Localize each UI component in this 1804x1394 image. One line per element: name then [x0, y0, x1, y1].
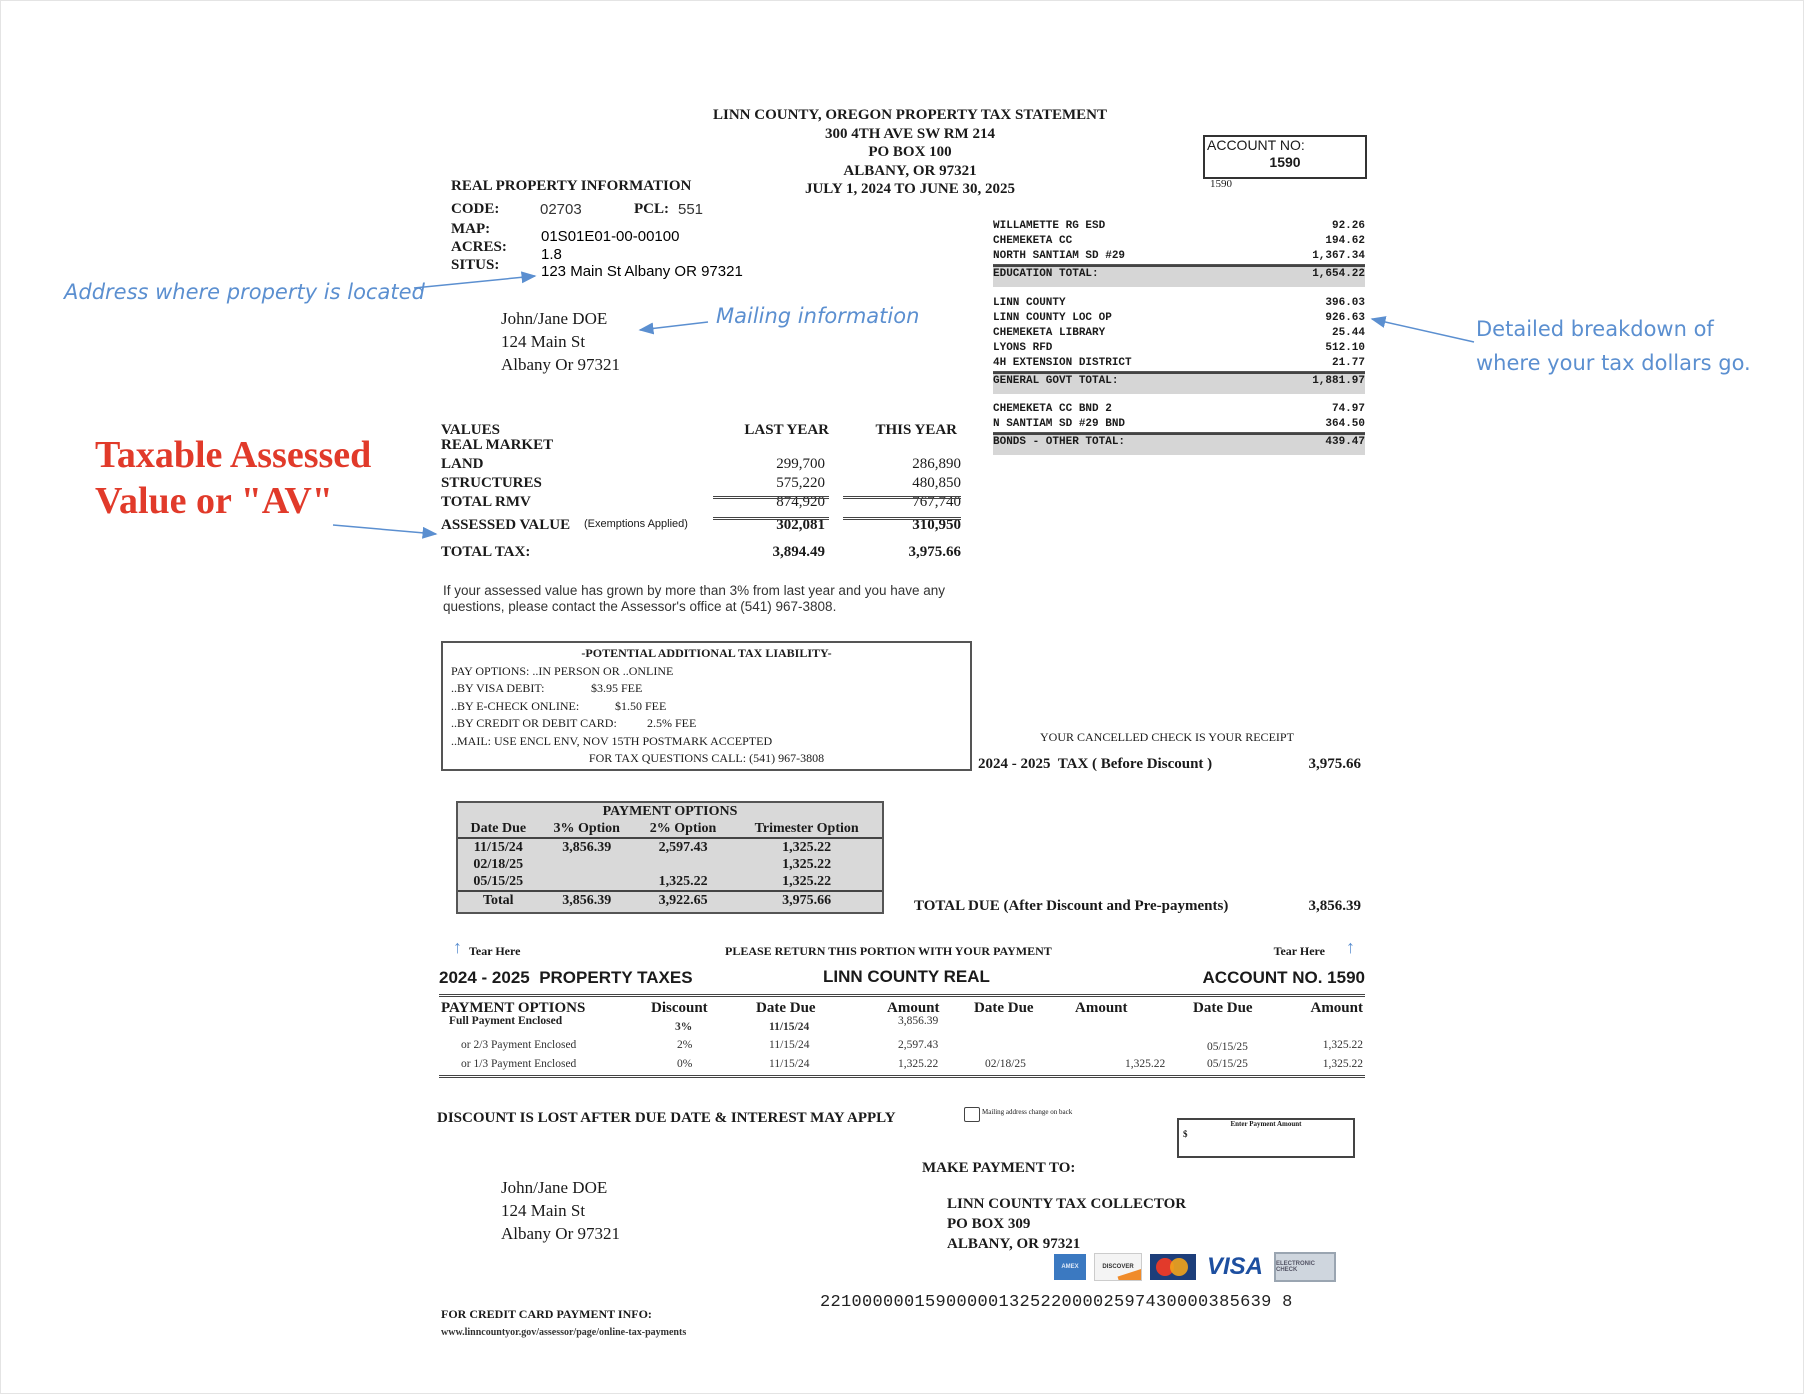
stub-col-amount-3: Amount: [1310, 1000, 1363, 1016]
stub-col-date-1: Date Due: [756, 1000, 816, 1016]
tax-before-discount-label: 2024 - 2025 TAX ( Before Discount ): [978, 756, 1213, 772]
stub-account-number: ACCOUNT NO. 1590: [1202, 968, 1365, 987]
bonds-levies: [993, 402, 1365, 455]
stub-mailing-city: Albany Or 97321: [501, 1224, 620, 1243]
av-arrow: [333, 525, 436, 534]
divider: [843, 496, 961, 499]
stub-row-date-2: 02/18/25: [985, 1058, 1026, 1070]
land-label: LAND: [441, 456, 484, 472]
stub-row-label: or 2/3 Payment Enclosed: [461, 1039, 577, 1051]
education-levies: [993, 219, 1365, 287]
cell: 02/18/25: [473, 857, 524, 872]
cell: [539, 873, 635, 891]
general-govt-total-row: [993, 372, 1365, 394]
levy-name: NORTH SANTIAM SD #29: [993, 250, 1126, 262]
credit-card-info-label: FOR CREDIT CARD PAYMENT INFO:: [441, 1307, 652, 1321]
levy-amount: 512.10: [1325, 342, 1365, 354]
assessed-last-year: 302,081: [776, 517, 825, 533]
cell: 3,922.65: [635, 891, 731, 909]
total-due-label: TOTAL DUE (After Discount and Pre-payments): [914, 898, 1229, 914]
card-fee-value: 2.5% FEE: [647, 716, 697, 730]
stub-row-date-3: 05/15/25: [1207, 1041, 1248, 1053]
mailing-name: John/Jane DOE: [501, 309, 608, 328]
total-tax-row: [441, 544, 961, 563]
breakdown-annotation-line-1: Detailed breakdown of: [1476, 317, 1714, 341]
levy-name: 4H EXTENSION DISTRICT: [993, 357, 1132, 369]
tax-period: JULY 1, 2024 TO JUNE 30, 2025: [804, 181, 1016, 197]
total-rmv-this-year: 767,740: [912, 494, 961, 510]
stub-header-row: [439, 997, 1365, 1017]
land-last-year: 299,700: [776, 456, 825, 472]
pcl-value: 551: [678, 201, 704, 218]
discover-icon: [1094, 1253, 1142, 1281]
collector-name: LINN COUNTY TAX COLLECTOR: [947, 1196, 1187, 1212]
collector-po-box: PO BOX 309: [947, 1216, 1031, 1232]
cell: 11/15/24: [473, 840, 523, 855]
pcl-label: PCL:: [634, 201, 669, 217]
payment-option-row: [458, 856, 882, 873]
echeck-fee-label: ..BY E-CHECK ONLINE:: [451, 698, 580, 713]
levy-row: [993, 311, 1365, 326]
total-rmv-label: TOTAL RMV: [441, 494, 531, 510]
levy-row: [993, 341, 1365, 356]
land-this-year: 286,890: [912, 456, 961, 472]
stub-row-date-1: 11/15/24: [769, 1058, 810, 1070]
levy-name: LINN COUNTY LOC OP: [993, 312, 1112, 324]
card-fee-label: ..BY CREDIT OR DEBIT CARD:: [451, 716, 617, 730]
levy-amount: 396.03: [1325, 297, 1365, 309]
electronic-check-icon: [1274, 1252, 1336, 1282]
cell: 1,325.22: [782, 874, 832, 889]
account-number-value: 1590: [1269, 154, 1301, 170]
levy-row: [993, 234, 1365, 249]
payment-option-row: [458, 838, 882, 856]
stub-row-label: Full Payment Enclosed: [449, 1015, 563, 1027]
stub-row-amount-1: 3,856.39: [898, 1015, 939, 1027]
account-number-label: ACCOUNT NO:: [1207, 137, 1305, 153]
levy-name: LYONS RFD: [993, 342, 1053, 354]
levy-amount: 926.63: [1325, 312, 1365, 324]
exemptions-note: (Exemptions Applied): [584, 518, 688, 530]
stub-row-amount-1: 1,325.22: [898, 1058, 939, 1070]
cell: 3,975.66: [731, 891, 882, 909]
map-label: MAP:: [451, 221, 491, 237]
visa-text: VISA: [1206, 1253, 1263, 1280]
levy-amount: 21.77: [1331, 357, 1365, 369]
total-due-row: [914, 898, 1361, 915]
mailing-street: 124 Main St: [501, 332, 586, 351]
stub-row-amount-2: 1,325.22: [1125, 1058, 1166, 1070]
levy-name: N SANTIAM SD #29 BND: [993, 418, 1126, 430]
payment-options-header-row: [458, 820, 882, 838]
ocr-scanline: 2210000001590000013252200002597430000385639 8: [820, 1293, 1293, 1312]
cell: Total: [458, 891, 539, 909]
mail-line: ..MAIL: USE ENCL ENV, NOV 15TH POSTMARK ACCEPTED: [451, 733, 773, 748]
cell: 05/15/25: [473, 874, 524, 889]
total-tax-this-year: 3,975.66: [908, 544, 961, 560]
situs-label: SITUS:: [451, 257, 500, 273]
stub-col-options: PAYMENT OPTIONS: [441, 1000, 586, 1016]
visa-fee-value: $3.95 FEE: [591, 681, 643, 695]
total-due-value: 3,856.39: [1308, 898, 1361, 914]
visa-fee-label: ..BY VISA DEBIT:: [451, 681, 545, 695]
accepted-cards: [1054, 1252, 1336, 1282]
stub-year-title: 2024 - 2025 PROPERTY TAXES: [439, 968, 693, 987]
payment-amount-value[interactable]: $: [1183, 1129, 1188, 1139]
stub-col-amount-1: Amount: [887, 1000, 940, 1016]
assessor-note: If your assessed value has grown by more than 3% from last year and you have any questions, please contact the Assessor's office at (541) 967-3808.: [443, 583, 946, 614]
stub-row-label: or 1/3 Payment Enclosed: [461, 1058, 577, 1070]
stub-row-amount-3: 1,325.22: [1322, 1058, 1363, 1070]
mailing-address-change-label: Mailing address change on back: [982, 1108, 1073, 1116]
payment-options-title: PAYMENT OPTIONS: [602, 804, 738, 819]
mailing-annotation: Mailing information: [716, 304, 920, 328]
code-label: CODE:: [451, 201, 500, 217]
stub-row: [439, 1037, 1365, 1056]
pay-options-line: PAY OPTIONS: ..IN PERSON OR ..ONLINE: [451, 663, 674, 678]
breakdown-annotation-line-2: where your tax dollars go.: [1476, 351, 1751, 375]
tax-before-discount-row: [978, 756, 1361, 773]
total-tax-label: TOTAL TAX:: [441, 544, 531, 560]
tax-collector-address: [947, 1194, 1186, 1254]
map-value: 01S01E01-00-00100: [541, 228, 680, 245]
payment-stub-table: [439, 994, 1365, 1078]
levy-row: [993, 326, 1365, 341]
echeck-fee-value: $1.50 FEE: [615, 698, 667, 713]
stub-col-amount-2: Amount: [1075, 1000, 1128, 1016]
cell: [635, 856, 731, 873]
stub-col-date-2: Date Due: [974, 1000, 1034, 1016]
stub-col-date-3: Date Due: [1193, 1000, 1253, 1016]
levy-amount: 194.62: [1325, 235, 1365, 247]
tear-here-right: Tear Here: [1273, 944, 1325, 958]
levy-total-label: EDUCATION TOTAL:: [993, 268, 1099, 280]
potential-liability-box: [441, 641, 972, 771]
arrow-up-icon: ↑: [1346, 937, 1355, 957]
stub-row-discount: 3%: [675, 1021, 693, 1033]
payment-amount-label: Enter Payment Amount: [1230, 1120, 1302, 1128]
statement-title: LINN COUNTY, OREGON PROPERTY TAX STATEMENT: [713, 107, 1107, 123]
credit-card-info-url[interactable]: www.linncountyor.gov/assessor/page/online-tax-payments: [441, 1327, 687, 1338]
total-rmv-last-year: 874,920: [776, 494, 825, 510]
stub-row-date-1: 11/15/24: [769, 1021, 810, 1033]
stub-row-discount: 0%: [677, 1058, 693, 1070]
total-tax-last-year: 3,894.49: [772, 544, 825, 560]
cell: 2,597.43: [658, 840, 708, 855]
levy-total-amount: 439.47: [1325, 436, 1365, 448]
stub-row-amount-3: 1,325.22: [1322, 1039, 1363, 1051]
mailing-city: Albany Or 97321: [501, 355, 620, 374]
breakdown-arrow: [1372, 319, 1474, 342]
col-3pct-option: 3% Option: [539, 820, 635, 838]
structures-this-year: 480,850: [912, 475, 961, 491]
av-annotation-line-2: Value or "AV": [95, 480, 333, 522]
assessed-value-label: ASSESSED VALUE: [441, 517, 571, 533]
payment-stub-header: [439, 937, 1365, 991]
payment-options-total-row: [458, 891, 882, 909]
situs-value: 123 Main St Albany OR 97321: [541, 263, 743, 280]
acres-label: ACRES:: [451, 239, 507, 255]
levy-amount: 74.97: [1331, 403, 1365, 415]
real-market-row: [441, 437, 961, 456]
levy-row: [993, 219, 1365, 234]
stub-col-discount: Discount: [651, 1000, 708, 1016]
county-address-line-2: PO BOX 100: [868, 144, 952, 160]
levy-row: [993, 296, 1365, 311]
visa-icon: [1204, 1254, 1266, 1280]
acres-value: 1.8: [541, 246, 562, 263]
levy-row: [993, 356, 1365, 372]
land-row: [441, 456, 961, 475]
cell: 3,856.39: [562, 840, 612, 855]
real-market-label: REAL MARKET: [441, 437, 554, 453]
cell: 1,325.22: [658, 874, 708, 889]
mastercard-icon: [1150, 1254, 1196, 1280]
stub-row-date-3: 05/15/25: [1207, 1058, 1248, 1070]
stub-row: [439, 1056, 1365, 1075]
stub-mailing-street: 124 Main St: [501, 1201, 586, 1220]
divider: [713, 517, 829, 520]
situs-arrow: [414, 276, 535, 288]
echeck-fee-line: [451, 698, 962, 716]
tax-questions-line: FOR TAX QUESTIONS CALL: (541) 967-3808: [588, 751, 825, 765]
levy-name: CHEMEKETA CC BND 2: [993, 403, 1112, 415]
levy-amount: 1,367.34: [1312, 250, 1365, 262]
levy-name: CHEMEKETA LIBRARY: [993, 327, 1106, 339]
av-annotation-line-1: Taxable Assessed: [95, 434, 372, 476]
tax-before-discount-value: 3,975.66: [1308, 756, 1361, 772]
cell: 1,325.22: [782, 857, 832, 872]
arrow-up-icon: ↑: [453, 937, 462, 957]
levy-row: [993, 417, 1365, 433]
card-fee-line: [451, 715, 962, 733]
stub-row-date-1: 11/15/24: [769, 1039, 810, 1051]
tear-here-left: Tear Here: [469, 944, 521, 958]
col-date-due: Date Due: [458, 820, 539, 838]
stub-row-discount: 2%: [677, 1039, 693, 1051]
levy-row: [993, 402, 1365, 417]
col-trimester-option: Trimester Option: [731, 820, 882, 838]
values-table: [441, 422, 961, 563]
assessed-this-year: 310,950: [912, 517, 961, 533]
levy-name: LINN COUNTY: [993, 297, 1066, 309]
make-payment-to: MAKE PAYMENT TO:: [922, 1160, 1076, 1176]
stub-county: LINN COUNTY REAL: [823, 967, 990, 986]
discount-lost-note: DISCOUNT IS LOST AFTER DUE DATE & INTEREST MAY APPLY: [437, 1110, 896, 1126]
code-value: 02703: [540, 201, 582, 218]
structures-label: STRUCTURES: [441, 475, 542, 491]
structures-row: [441, 475, 961, 494]
cell: 1,325.22: [782, 840, 832, 855]
levy-row: [993, 249, 1365, 265]
bonds-total-row: [993, 433, 1365, 455]
visa-fee-line: [451, 680, 962, 698]
county-address-line-1: 300 4TH AVE SW RM 214: [825, 125, 995, 142]
cell: 3,856.39: [539, 891, 635, 909]
mailing-arrow: [640, 322, 708, 330]
stub-mailing-name: John/Jane DOE: [501, 1178, 608, 1197]
account-number-small: 1590: [1210, 178, 1232, 190]
stub-row-amount-1: 2,597.43: [898, 1039, 939, 1051]
payment-amount-box[interactable]: [1177, 1118, 1355, 1158]
echeck-text: ELECTRONIC CHECK: [1276, 1261, 1315, 1273]
col-this-year: THIS YEAR: [875, 422, 957, 438]
levy-amount: 364.50: [1325, 418, 1365, 430]
levy-name: CHEMEKETA CC: [993, 235, 1073, 247]
stub-row: [439, 1017, 1365, 1037]
levy-name: WILLAMETTE RG ESD: [993, 220, 1106, 232]
payment-option-row: [458, 873, 882, 891]
divider: [843, 517, 961, 520]
col-2pct-option: 2% Option: [635, 820, 731, 838]
situs-annotation: Address where property is located: [64, 280, 425, 304]
amex-icon: AMEX: [1054, 1254, 1086, 1280]
levy-total-label: GENERAL GOVT TOTAL:: [993, 375, 1119, 387]
receipt-note: YOUR CANCELLED CHECK IS YOUR RECEIPT: [1040, 730, 1294, 744]
divider: [713, 496, 829, 499]
levy-amount: 25.44: [1331, 327, 1365, 339]
cell: [539, 856, 635, 873]
general-govt-levies: [993, 296, 1365, 394]
county-address-line-3: ALBANY, OR 97321: [843, 162, 977, 179]
mailing-address-change-checkbox[interactable]: [964, 1107, 980, 1122]
col-last-year: LAST YEAR: [744, 422, 829, 438]
education-total-row: [993, 265, 1365, 287]
levy-total-amount: 1,654.22: [1312, 268, 1365, 280]
collector-city: ALBANY, OR 97321: [947, 1236, 1081, 1252]
discover-text: DISCOVER: [1102, 1264, 1134, 1270]
return-portion-note: PLEASE RETURN THIS PORTION WITH YOUR PAYMENT: [725, 944, 1052, 958]
levy-amount: 92.26: [1331, 220, 1365, 232]
payment-options-table: [456, 801, 884, 914]
stub-mailing-address: [501, 1176, 620, 1245]
real-property-info-title: REAL PROPERTY INFORMATION: [451, 178, 692, 194]
structures-last-year: 575,220: [776, 475, 825, 491]
values-heading: VALUES: [441, 422, 500, 438]
potential-liability-title: -POTENTIAL ADDITIONAL TAX LIABILITY-: [581, 646, 832, 660]
levy-total-amount: 1,881.97: [1312, 375, 1365, 387]
levy-total-label: BONDS - OTHER TOTAL:: [993, 436, 1126, 448]
